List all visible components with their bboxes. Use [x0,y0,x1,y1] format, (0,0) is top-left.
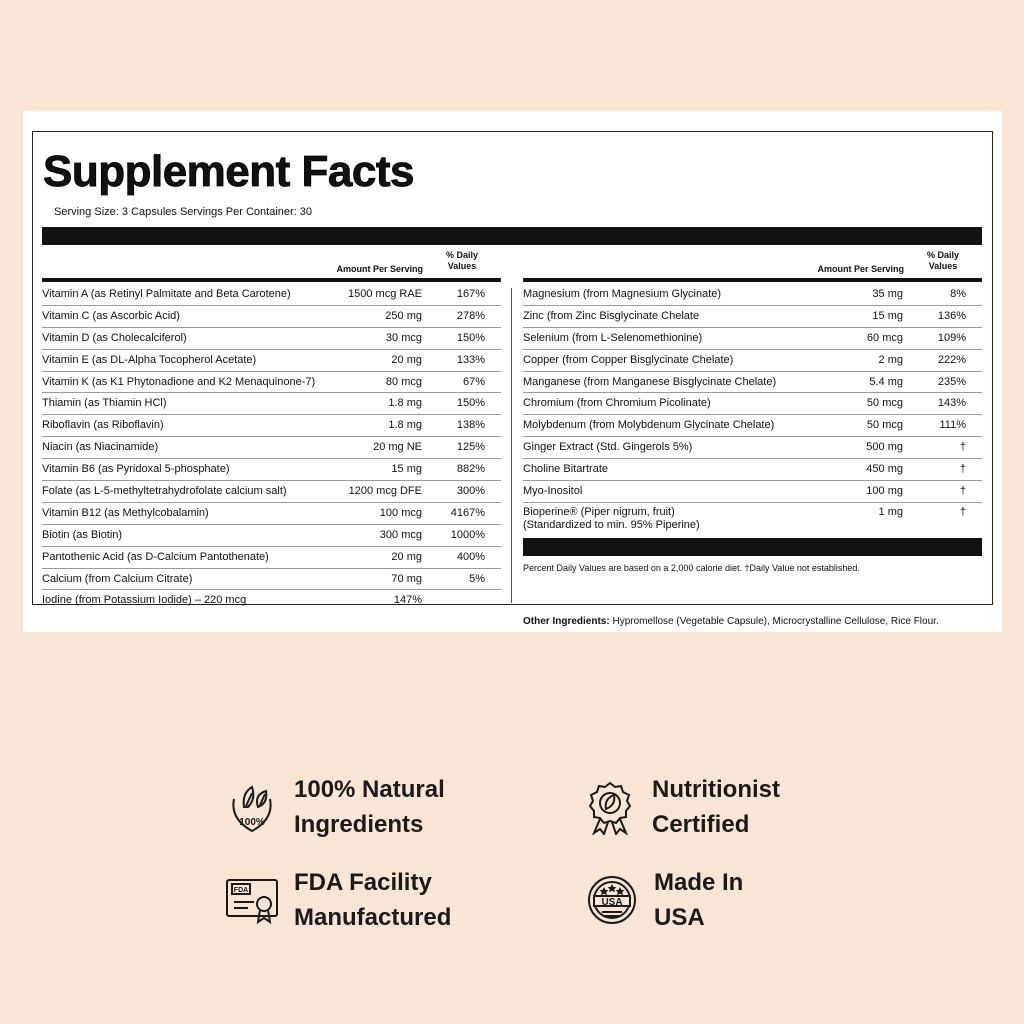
nutrient-amount: 60 mcg [866,331,903,344]
table-row [523,306,982,328]
feature-subtitle: USA [654,904,705,931]
nutrient-amount: 70 mg [391,572,422,585]
nutrient-name: Iodine (from Potassium Iodide) – 220 mcg [42,594,247,607]
header-rule [42,278,501,282]
nutrient-name: Molybdenum (from Molybdenum Glycinate Chelate) [523,419,775,432]
feature-title: Nutritionist [652,776,780,803]
table-row [42,437,501,459]
table-row [523,503,982,535]
feature-natural-ingredients [224,772,445,842]
table-row [523,481,982,503]
nutrient-daily-value: 138% [456,419,485,432]
nutrient-amount: 50 mcg [866,419,903,432]
supplement-facts-title: Supplement Facts [43,147,414,196]
nutrient-daily-value: 278% [456,309,485,322]
nutrient-amount: 1.8 mg [388,419,422,432]
daily-value-footnote: Percent Daily Values are based on a 2,000 calorie diet. †Daily Value not established. [523,563,860,573]
nutrient-name: Myo-Inositol [523,485,583,498]
nutrient-daily-value: 8% [950,288,966,300]
nutrient-name: Selenium (from L-Selenomethionine) [523,331,703,344]
nutrient-daily-value: 300% [456,485,485,498]
nutrient-name: Vitamin B6 (as Pyridoxal 5-phosphate) [42,463,230,476]
nutrient-name: Vitamin E (as DL-Alpha Tocopherol Acetate) [42,353,257,366]
nutrient-name: Bioperine® (Piper nigrum, fruit) (Standardized to min. 95% Piperine) [523,505,700,531]
nutrient-amount: 20 mg NE [373,441,422,454]
nutrient-amount: 1 mg [878,505,903,518]
nutrient-amount: 1.8 mg [388,397,422,410]
table-row [42,503,501,525]
nutrient-amount: 2 mg [878,353,903,366]
nutrient-list-right [523,284,982,503]
nutrient-amount: 100 mg [866,485,903,498]
other-ingredients-text: Hypromellose (Vegetable Capsule), Microcrystalline Cellulose, Rice Flour. [609,616,939,627]
nutrient-name: Pantothenic Acid (as D-Calcium Pantothenate) [42,550,269,563]
nutrient-amount: 450 mg [866,463,903,476]
nutrient-name: Manganese (from Manganese Bisglycinate Chelate) [523,375,777,388]
nutrient-name: Vitamin B12 (as Methylcobalamin) [42,506,209,519]
nutrient-list-left [42,284,501,611]
amount-per-serving-header: Amount Per Serving [336,264,423,274]
column-divider [511,288,512,603]
feature-title: 100% Natural [294,776,445,803]
svg-text:FDA: FDA [233,887,249,894]
feature-subtitle: Ingredients [294,811,424,838]
nutrient-name: Vitamin A (as Retinyl Palmitate and Beta Carotene) [42,288,291,300]
nutrient-amount: 1500 mcg RAE [348,288,422,300]
nutrient-daily-value: † [959,463,966,476]
feature-title: FDA Facility [294,869,432,896]
feature-nutritionist-certified [582,772,780,842]
nutrient-amount: 20 mg [391,550,422,563]
nutrient-column-right [523,248,982,535]
table-row [42,393,501,415]
table-row [42,569,501,591]
nutrient-daily-value: 67% [462,375,485,388]
other-ingredients-label: Other Ingredients: [523,616,610,627]
nutrient-daily-value: 235% [937,375,966,388]
nutrient-amount: 20 mg [391,353,422,366]
daily-value-header: % Daily Values [926,250,959,271]
serving-info: Serving Size: 3 Capsules Servings Per Container: 30 [54,206,313,218]
table-row [523,328,982,350]
table-row [42,481,501,503]
footer-bar [523,538,982,556]
nutrient-name: Zinc (from Zinc Bisglycinate Chelate [523,309,700,322]
feature-subtitle: Certified [652,811,750,838]
nutrient-name: Riboflavin (as Riboflavin) [42,419,164,432]
nutrient-daily-value: 400% [456,550,485,563]
nutrient-amount: 1200 mcg DFE [348,485,422,498]
svg-text:100%: 100% [239,817,265,828]
nutrient-amount: 35 mg [872,288,903,300]
nutrient-name: Ginger Extract (Std. Gingerols 5%) [523,441,693,454]
nutrient-name: Copper (from Copper Bisglycinate Chelate) [523,353,734,366]
table-row [42,525,501,547]
nutrient-name: Calcium (from Calcium Citrate) [42,572,193,585]
nutrient-daily-value: 4167% [450,506,485,519]
nutrient-amount: 250 mg [385,309,422,322]
nutrient-name: Choline Bitartrate [523,463,608,476]
nutrient-amount: 15 mg [872,309,903,322]
table-row [42,459,501,481]
table-row [42,350,501,372]
nutrient-name: Vitamin D (as Cholecalciferol) [42,331,187,344]
table-row [523,372,982,394]
nutrient-daily-value: † [959,441,966,454]
other-ingredients [523,616,939,627]
header-bar [42,227,982,245]
nutrient-daily-value: 150% [456,331,485,344]
nutrient-name: Niacin (as Niacinamide) [42,441,159,454]
nutrient-name: Vitamin K (as K1 Phytonadione and K2 Menaquinone-7) [42,375,316,388]
table-row [523,459,982,481]
nutrient-daily-value: 222% [937,353,966,366]
nutrient-daily-value: † [959,485,966,498]
nutrient-daily-value: † [959,505,966,518]
table-row [523,415,982,437]
nutrient-daily-value: 125% [456,441,485,454]
table-row [523,437,982,459]
nutrient-amount: 30 mcg [385,331,422,344]
nutrient-daily-value: 111% [939,419,966,432]
nutrient-daily-value: 5% [469,572,485,585]
amount-per-serving-header: Amount Per Serving [817,264,904,274]
table-row [42,547,501,569]
nutrient-daily-value: 167% [456,288,485,300]
nutrient-name: Folate (as L-5-methyltetrahydrofolate calcium salt) [42,485,287,498]
nutrient-daily-value: 136% [937,309,966,322]
nutrient-daily-value: 882% [456,463,485,476]
table-row [42,284,501,306]
feature-made-in-usa [584,865,743,935]
header-rule [523,278,982,282]
table-row [523,284,982,306]
nutrient-name: Vitamin C (as Ascorbic Acid) [42,309,180,322]
feature-subtitle: Manufactured [294,904,452,931]
nutrient-amount: 147% [393,594,422,607]
table-row [42,590,501,611]
column-header [523,248,982,278]
nutrient-daily-value: 109% [937,331,966,344]
table-row [42,415,501,437]
nutrient-name: Biotin (as Biotin) [42,528,123,541]
nutrient-amount: 100 mcg [379,506,422,519]
nutrient-amount: 50 mcg [866,397,903,410]
table-row [42,328,501,350]
fda-certificate-icon [224,872,280,928]
table-row [42,372,501,394]
table-row [42,306,501,328]
nutrient-daily-value: 1000% [450,528,485,541]
nutrient-amount: 300 mcg [379,528,422,541]
nutrient-amount: 80 mcg [385,375,422,388]
nutrient-column-left [42,248,501,611]
nutrient-amount: 15 mg [391,463,422,476]
nutrient-name: Thiamin (as Thiamin HCl) [42,397,167,410]
nutrient-daily-value: 133% [456,353,485,366]
nutrient-daily-value: 143% [937,397,966,410]
usa-badge-icon [584,872,640,928]
leaf-100-percent-icon [224,779,280,835]
award-ribbon-icon [582,779,638,835]
nutrient-daily-value: 150% [456,397,485,410]
svg-text:USA: USA [601,897,623,908]
nutrient-name: Chromium (from Chromium Picolinate) [523,397,711,410]
table-row [523,393,982,415]
table-row [523,350,982,372]
column-header [42,248,501,278]
nutrient-amount: 5.4 mg [869,375,903,388]
nutrient-amount: 500 mg [866,441,903,454]
feature-title: Made In [654,869,744,896]
daily-value-header: % Daily Values [445,250,478,271]
nutrient-name: Magnesium (from Magnesium Glycinate) [523,288,722,300]
feature-fda-facility [224,865,451,935]
